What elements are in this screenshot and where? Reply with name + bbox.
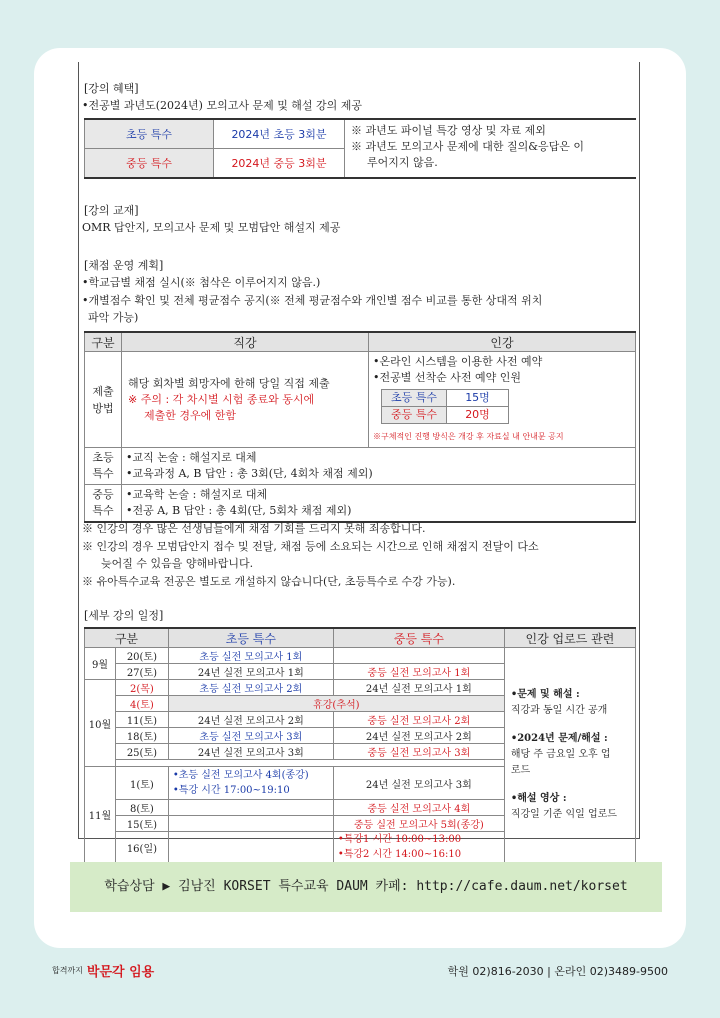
upload-line-1: •문제 및 해설 : bbox=[510, 689, 580, 700]
schedule-sec: 24년 실전 모의고사 3회 bbox=[333, 767, 504, 800]
sec-grading-detail bbox=[122, 485, 636, 523]
benefit-table bbox=[84, 118, 636, 179]
online-line-1: •온라인 시스템을 이용한 사전 예약 bbox=[373, 355, 543, 368]
schedule-date: 25(토) bbox=[116, 744, 169, 760]
schedule-date: 4(토) bbox=[116, 696, 169, 712]
grading-note-1: ※ 인강의 경우 많은 선생님들에게 채점 기회를 드리지 못해 죄송합니다. bbox=[82, 522, 426, 535]
month-oct: 10월 bbox=[85, 680, 116, 767]
sec-grading-line-2: •전공 A, B 답안 : 총 4회(단, 5회차 채점 제외) bbox=[126, 504, 352, 517]
schedule-title: [세부 강의 일정] bbox=[84, 609, 164, 622]
schedule-sec: 24년 실전 모의고사 1회 bbox=[333, 680, 504, 696]
quota-table bbox=[381, 389, 509, 424]
benefit-line: •전공별 과년도(2024년) 모의고사 문제 및 해설 강의 제공 bbox=[82, 99, 363, 112]
schedule-date: 18(토) bbox=[116, 728, 169, 744]
quota-count-sec: 20명 bbox=[447, 407, 509, 424]
schedule-elem bbox=[168, 816, 333, 832]
schedule-sec: 중등 실전 모의고사 4회 bbox=[333, 800, 504, 816]
schedule-date: 11(토) bbox=[116, 712, 169, 728]
schedule-elem: 초등 실전 모의고사 3회 bbox=[168, 728, 333, 744]
benefit-grade-sec: 중등 특수 bbox=[85, 149, 214, 179]
schedule-header-elem: 초등 특수 bbox=[168, 628, 333, 648]
schedule-sec-special-2: •특강2 시간 14:00~16:10 bbox=[337, 849, 462, 860]
schedule-sec bbox=[333, 648, 504, 664]
grading-note-2: ※ 인강의 경우 모범답안지 접수 및 전달, 채점 등에 소요되는 시간으로 인해 채점지 전달이 다소 bbox=[82, 540, 539, 553]
upload-line-2: 직강과 동일 시간 공개 bbox=[510, 705, 608, 716]
contact-info: 학원 02)816-2030 | 온라인 02)3489-9500 bbox=[447, 965, 668, 978]
schedule-sec: 중등 실전 모의고사 5회(종강) bbox=[333, 816, 504, 832]
month-nov: 11월 bbox=[85, 767, 116, 864]
schedule-elem-final-2: •특강 시간 17:00~19:10 bbox=[172, 785, 290, 796]
direct-line-1: 해당 회차별 희망자에 한해 당일 직접 제출 bbox=[128, 376, 330, 390]
schedule-table bbox=[84, 627, 636, 864]
schedule-date: 1(토) bbox=[116, 767, 169, 800]
quota-count-elem: 15명 bbox=[447, 390, 509, 407]
direct-warning-2: 제출한 경우에 한함 bbox=[144, 408, 237, 422]
upload-line-3: •2024년 문제/해설 : bbox=[510, 733, 608, 744]
direct-warning-1: ※ 주의 : 각 차시별 시험 종료와 동시에 bbox=[128, 392, 315, 406]
elem-grading-detail bbox=[122, 448, 636, 485]
sec-grading-label: 중등 특수 bbox=[85, 485, 122, 523]
schedule-date: 16(일) bbox=[116, 832, 169, 864]
grading-note-3: 늦어질 수 있음을 양해바랍니다. bbox=[101, 557, 254, 570]
benefit-grade-elem: 초등 특수 bbox=[85, 119, 214, 149]
grading-header-category: 구분 bbox=[85, 332, 122, 352]
benefit-note-1: ※ 과년도 파이널 특강 영상 및 자료 제외 bbox=[351, 124, 546, 137]
benefit-notes bbox=[345, 119, 637, 178]
upload-info bbox=[504, 648, 635, 864]
schedule-date: 2(목) bbox=[116, 680, 169, 696]
schedule-date: 15(토) bbox=[116, 816, 169, 832]
schedule-elem: 초등 실전 모의고사 2회 bbox=[168, 680, 333, 696]
logo-small-text: 합격까지 bbox=[52, 966, 83, 975]
academy-logo bbox=[52, 961, 154, 980]
schedule-sec-special bbox=[333, 832, 504, 864]
schedule-elem: 24년 실전 모의고사 3회 bbox=[168, 744, 333, 760]
schedule-elem: 24년 실전 모의고사 1회 bbox=[168, 664, 333, 680]
upload-line-5: 로드 bbox=[510, 765, 531, 776]
benefit-title: [강의 혜택] bbox=[84, 82, 139, 95]
grading-line-3: 파악 가능) bbox=[88, 311, 139, 324]
benefit-value-sec: 2024년 중등 3회분 bbox=[214, 149, 345, 179]
schedule-elem bbox=[168, 832, 333, 864]
schedule-elem-final-1: •초등 실전 모의고사 4회(종강) bbox=[172, 770, 309, 781]
quota-grade-sec: 중등 특수 bbox=[382, 407, 447, 424]
schedule-sec-special-1: •특강1 시간 10:00~13:00 bbox=[337, 834, 462, 845]
benefit-value-elem: 2024년 초등 3회분 bbox=[214, 119, 345, 149]
grading-header-online: 인강 bbox=[369, 332, 636, 352]
logo-main-text: 박문각 임용 bbox=[86, 965, 155, 980]
schedule-sec: 중등 실전 모의고사 3회 bbox=[333, 744, 504, 760]
grading-line-1: •학교급별 채점 실시(※ 첨삭은 이루어지지 않음.) bbox=[82, 276, 321, 289]
sec-grading-line-1: •교육학 논술 : 해설지로 대체 bbox=[126, 488, 268, 501]
benefit-note-2: ※ 과년도 모의고사 문제에 대한 질의&응답은 이 bbox=[351, 140, 585, 153]
online-line-2: •전공별 선착순 사전 예약 인원 bbox=[373, 371, 521, 384]
footer bbox=[0, 955, 720, 985]
schedule-elem-final bbox=[168, 767, 333, 800]
quota-grade-elem: 초등 특수 bbox=[382, 390, 447, 407]
schedule-elem: 초등 실전 모의고사 1회 bbox=[168, 648, 333, 664]
quota-note: ※구체적인 진행 방식은 개강 후 자료실 내 안내문 공지 bbox=[373, 432, 564, 441]
schedule-elem: 24년 실전 모의고사 2회 bbox=[168, 712, 333, 728]
schedule-date: 8(토) bbox=[116, 800, 169, 816]
upload-line-6: •해설 영상 : bbox=[510, 793, 567, 804]
schedule-sec: 중등 실전 모의고사 2회 bbox=[333, 712, 504, 728]
elem-grading-line-1: •교직 논술 : 해설지로 대체 bbox=[126, 451, 257, 464]
textbook-title: [강의 교재] bbox=[84, 204, 139, 217]
grading-title: [채점 운영 계획] bbox=[84, 259, 164, 272]
schedule-date: 20(토) bbox=[116, 648, 169, 664]
grading-header-direct: 직강 bbox=[122, 332, 369, 352]
schedule-header-sec: 중등 특수 bbox=[333, 628, 504, 648]
elem-grading-label: 초등 특수 bbox=[85, 448, 122, 485]
schedule-sec: 24년 실전 모의고사 2회 bbox=[333, 728, 504, 744]
direct-method bbox=[122, 352, 369, 448]
grading-table bbox=[84, 331, 636, 523]
consult-text: 학습상담 ▶ 김남진 KORSET 특수교육 DAUM 카페: http://cafe.daum.net/korset bbox=[104, 879, 628, 894]
schedule-holiday: 휴강(추석) bbox=[168, 696, 504, 712]
submit-method-label: 제출 방법 bbox=[85, 352, 122, 448]
schedule-header-upload: 인강 업로드 관련 bbox=[504, 628, 635, 648]
textbook-line: OMR 답안지, 모의고사 문제 및 모범답안 해설지 제공 bbox=[82, 221, 341, 234]
benefit-note-3: 루어지지 않음. bbox=[367, 156, 438, 169]
elem-grading-line-2: •교육과정 A, B 답안 : 총 3회(단, 4회차 채점 제외) bbox=[126, 467, 373, 480]
schedule-header-category: 구분 bbox=[85, 628, 169, 648]
schedule-elem bbox=[168, 800, 333, 816]
month-sep: 9월 bbox=[85, 648, 116, 680]
schedule-sec: 중등 실전 모의고사 1회 bbox=[333, 664, 504, 680]
schedule-date: 27(토) bbox=[116, 664, 169, 680]
upload-line-4: 해당 주 금요일 오후 업 bbox=[510, 749, 611, 760]
grading-line-2: •개별점수 확인 및 전체 평균점수 공지(※ 전체 평균점수와 개인별 점수 비교를 통한 상대적 위치 bbox=[82, 294, 543, 307]
upload-line-7: 직강일 기준 익일 업로드 bbox=[510, 809, 617, 820]
grading-note-4: ※ 유아특수교육 전공은 별도로 개설하지 않습니다(단, 초등특수로 수강 가능). bbox=[82, 575, 456, 588]
online-method bbox=[369, 352, 636, 448]
consult-banner[interactable] bbox=[70, 862, 662, 912]
